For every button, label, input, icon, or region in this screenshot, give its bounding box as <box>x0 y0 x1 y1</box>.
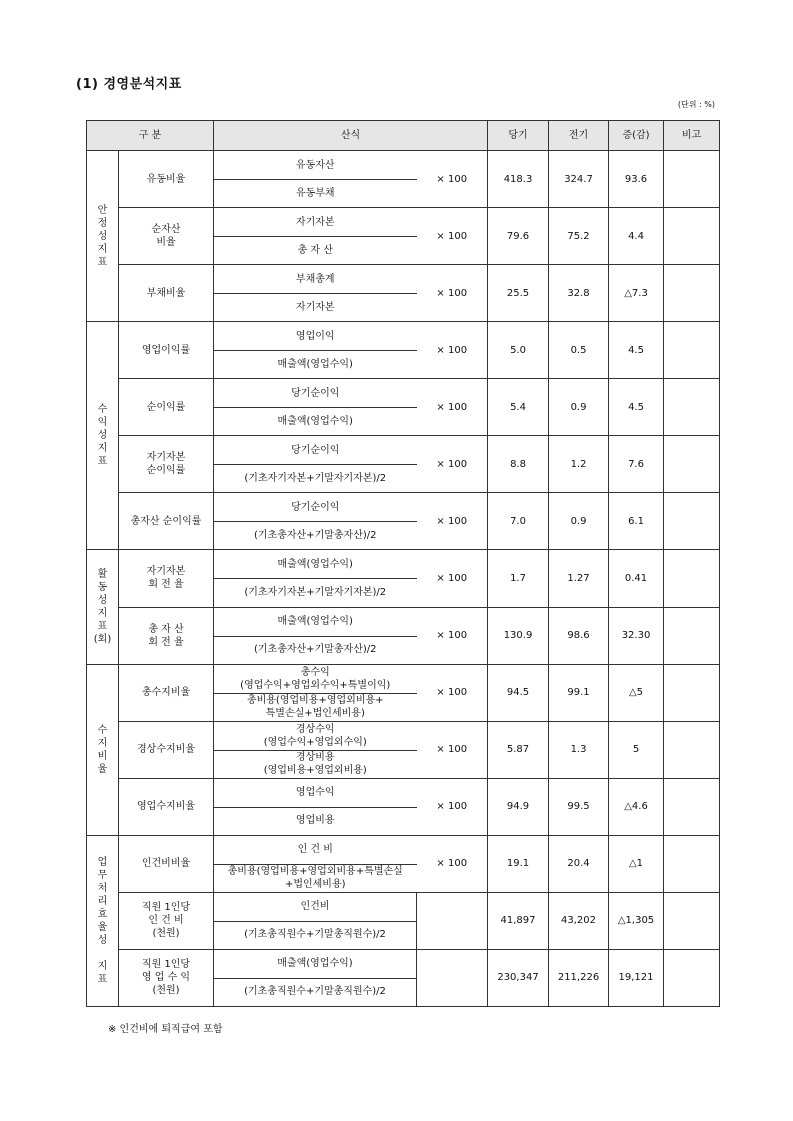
indicator-name: 총 자 산 회 전 율 <box>119 607 214 664</box>
formula-numerator: 영업수익 <box>295 787 335 799</box>
table-row <box>87 550 720 607</box>
page-title: (1) 경영분석지표 <box>76 77 182 92</box>
header-previous: 전기 <box>549 121 609 151</box>
formula-cell <box>214 493 417 550</box>
multiplier-label: × 100 <box>417 436 488 493</box>
formula-denominator: 유동부채 <box>295 187 335 199</box>
value-change: △5 <box>609 664 664 721</box>
indicator-name: 인건비비율 <box>119 835 214 892</box>
table-row <box>87 436 720 493</box>
indicator-name: 영업수지비율 <box>119 778 214 835</box>
value-remarks <box>664 379 720 436</box>
table-row <box>87 151 720 208</box>
multiplier-label: × 100 <box>417 493 488 550</box>
header-remarks: 비고 <box>664 121 720 151</box>
value-change: △4.6 <box>609 778 664 835</box>
indicator-name: 직원 1인당 영 업 수 익 (천원) <box>119 949 214 1006</box>
formula-numerator: 매출액(영업수익) <box>214 950 416 979</box>
group-label: 업 무 처 리 효 율 성 지 표 <box>87 835 119 1006</box>
multiplier-label: × 100 <box>417 151 488 208</box>
value-previous: 0.5 <box>549 322 609 379</box>
footnote: ※ 인건비에 퇴직급여 포함 <box>108 1024 223 1035</box>
formula-cell <box>214 835 417 892</box>
value-change: 0.41 <box>609 550 664 607</box>
value-current: 79.6 <box>488 208 549 265</box>
header-formula: 산식 <box>214 121 488 151</box>
formula-denominator: 총비용(영업비용+영업외비용+ 특별손실+법인세비용) <box>246 694 384 719</box>
multiplier-label: × 100 <box>417 550 488 607</box>
value-remarks <box>664 835 720 892</box>
value-remarks <box>664 892 720 949</box>
value-current: 418.3 <box>488 151 549 208</box>
multiplier-label: × 100 <box>417 208 488 265</box>
table-row <box>87 322 720 379</box>
formula-denominator: (기초자기자본+기말자기자본)/2 <box>244 472 387 484</box>
value-previous: 1.3 <box>549 721 609 778</box>
value-change: 32.30 <box>609 607 664 664</box>
header-change: 증(감) <box>609 121 664 151</box>
value-change: 5 <box>609 721 664 778</box>
value-current: 5.0 <box>488 322 549 379</box>
formula-numerator: 자기자본 <box>295 216 335 228</box>
management-analysis-table <box>86 120 720 1007</box>
header-row <box>87 121 720 151</box>
formula-denominator: (기초총직원수+기말총직원수)/2 <box>244 986 386 998</box>
value-current: 19.1 <box>488 835 549 892</box>
value-current: 94.9 <box>488 778 549 835</box>
formula-denominator: (기초총자산+기말총자산)/2 <box>253 529 377 541</box>
value-remarks <box>664 550 720 607</box>
value-current: 25.5 <box>488 265 549 322</box>
multiplier-label: × 100 <box>417 835 488 892</box>
formula-denominator: (기초총자산+기말총자산)/2 <box>253 644 377 656</box>
value-previous: 98.6 <box>549 607 609 664</box>
formula-cell <box>214 664 417 721</box>
unit-label: (단위 : %) <box>677 100 715 109</box>
formula-cell <box>214 265 417 322</box>
value-remarks <box>664 208 720 265</box>
value-remarks <box>664 493 720 550</box>
group-label: 안 정 성 지 표 <box>87 151 119 322</box>
value-current: 94.5 <box>488 664 549 721</box>
value-remarks <box>664 949 720 1006</box>
value-remarks <box>664 265 720 322</box>
value-current: 130.9 <box>488 607 549 664</box>
value-change: △7.3 <box>609 265 664 322</box>
value-remarks <box>664 664 720 721</box>
value-previous: 1.2 <box>549 436 609 493</box>
formula-cell <box>214 607 417 664</box>
value-current: 1.7 <box>488 550 549 607</box>
formula-cell <box>214 151 417 208</box>
formula-denominator: 총 자 산 <box>297 244 333 256</box>
indicator-name: 자기자본 회 전 율 <box>119 550 214 607</box>
value-previous: 0.9 <box>549 379 609 436</box>
formula-numerator: 인 건 비 <box>297 844 333 856</box>
group-label: 활 동 성 지 표 (회) <box>87 550 119 664</box>
formula-numerator: 총수익 (영업수익+영업외수익+특별이익) <box>240 666 391 691</box>
multiplier-label: × 100 <box>417 322 488 379</box>
value-change: 93.6 <box>609 151 664 208</box>
multiplier-label: × 100 <box>417 379 488 436</box>
formula-cell <box>214 322 417 379</box>
formula-numerator: 당기순이익 <box>291 387 340 399</box>
multiplier-label: × 100 <box>417 721 488 778</box>
indicator-name: 경상수지비율 <box>119 721 214 778</box>
table-row <box>87 493 720 550</box>
value-change: 4.5 <box>609 379 664 436</box>
value-current: 7.0 <box>488 493 549 550</box>
table-row <box>87 721 720 778</box>
value-remarks <box>664 607 720 664</box>
table-row <box>87 778 720 835</box>
formula-cell <box>214 949 417 1006</box>
multiplier-label: × 100 <box>417 664 488 721</box>
multiplier-label: × 100 <box>417 778 488 835</box>
formula-numerator: 영업이익 <box>295 330 335 342</box>
table-row <box>87 835 720 892</box>
table-row <box>87 379 720 436</box>
formula-cell <box>214 208 417 265</box>
value-remarks <box>664 322 720 379</box>
value-current: 230,347 <box>488 949 549 1006</box>
formula-denominator: 영업비용 <box>295 815 335 827</box>
table-row <box>87 265 720 322</box>
value-previous: 99.5 <box>549 778 609 835</box>
value-remarks <box>664 721 720 778</box>
formula-denominator: (기초자기자본+기말자기자본)/2 <box>244 586 387 598</box>
indicator-name: 순자산 비율 <box>119 208 214 265</box>
group-label: 수 지 비 율 <box>87 664 119 835</box>
indicator-name: 영업이익률 <box>119 322 214 379</box>
formula-cell <box>214 550 417 607</box>
indicator-name: 자기자본 순이익률 <box>119 436 214 493</box>
value-previous: 99.1 <box>549 664 609 721</box>
formula-cell <box>214 436 417 493</box>
value-current: 41,897 <box>488 892 549 949</box>
header-category: 구 분 <box>87 121 214 151</box>
value-remarks <box>664 778 720 835</box>
value-remarks <box>664 436 720 493</box>
value-previous: 0.9 <box>549 493 609 550</box>
value-change: 4.5 <box>609 322 664 379</box>
formula-numerator: 유동자산 <box>295 159 335 171</box>
formula-numerator: 당기순이익 <box>291 501 340 513</box>
value-previous: 32.8 <box>549 265 609 322</box>
indicator-name: 순이익률 <box>119 379 214 436</box>
value-change: 6.1 <box>609 493 664 550</box>
indicator-name: 직원 1인당 인 건 비 (천원) <box>119 892 214 949</box>
formula-cell <box>214 892 417 949</box>
table-body <box>87 151 720 1007</box>
table-row <box>87 949 720 1006</box>
value-current: 5.87 <box>488 721 549 778</box>
formula-numerator: 당기순이익 <box>291 444 340 456</box>
formula-cell <box>214 721 417 778</box>
indicator-name: 부채비율 <box>119 265 214 322</box>
header-current: 당기 <box>488 121 549 151</box>
formula-numerator: 부채총계 <box>295 273 335 285</box>
formula-numerator: 인건비 <box>214 893 416 922</box>
formula-denominator: 경상비용 (영업비용+영업외비용) <box>263 751 367 776</box>
multiplier-cell <box>417 892 488 949</box>
value-current: 8.8 <box>488 436 549 493</box>
formula-denominator: 매출액(영업수익) <box>277 415 353 427</box>
multiplier-label: × 100 <box>417 607 488 664</box>
indicator-name: 유동비율 <box>119 151 214 208</box>
formula-denominator: 총비용(영업비용+영업외비용+특별손실 +법인세비용) <box>227 865 403 890</box>
formula-denominator: 매출액(영업수익) <box>277 358 353 370</box>
value-change: 19,121 <box>609 949 664 1006</box>
formula-denominator: (기초총직원수+기말총직원수)/2 <box>244 929 386 941</box>
table-row <box>87 664 720 721</box>
value-change: 7.6 <box>609 436 664 493</box>
value-previous: 324.7 <box>549 151 609 208</box>
value-previous: 20.4 <box>549 835 609 892</box>
multiplier-cell <box>417 949 488 1006</box>
formula-numerator: 경상수익 (영업수익+영업외수익) <box>263 723 367 748</box>
value-remarks <box>664 151 720 208</box>
group-label: 수 익 성 지 표 <box>87 322 119 550</box>
value-previous: 211,226 <box>549 949 609 1006</box>
value-previous: 75.2 <box>549 208 609 265</box>
indicator-name: 총수지비율 <box>119 664 214 721</box>
value-change: △1,305 <box>609 892 664 949</box>
value-change: 4.4 <box>609 208 664 265</box>
table-row <box>87 208 720 265</box>
value-current: 5.4 <box>488 379 549 436</box>
table-row <box>87 892 720 949</box>
formula-cell <box>214 778 417 835</box>
formula-cell <box>214 379 417 436</box>
value-previous: 43,202 <box>549 892 609 949</box>
table-row <box>87 607 720 664</box>
value-previous: 1.27 <box>549 550 609 607</box>
formula-denominator: 자기자본 <box>295 301 335 313</box>
formula-numerator: 매출액(영업수익) <box>277 616 353 628</box>
value-change: △1 <box>609 835 664 892</box>
formula-numerator: 매출액(영업수익) <box>277 558 353 570</box>
multiplier-label: × 100 <box>417 265 488 322</box>
indicator-name: 총자산 순이익률 <box>119 493 214 550</box>
